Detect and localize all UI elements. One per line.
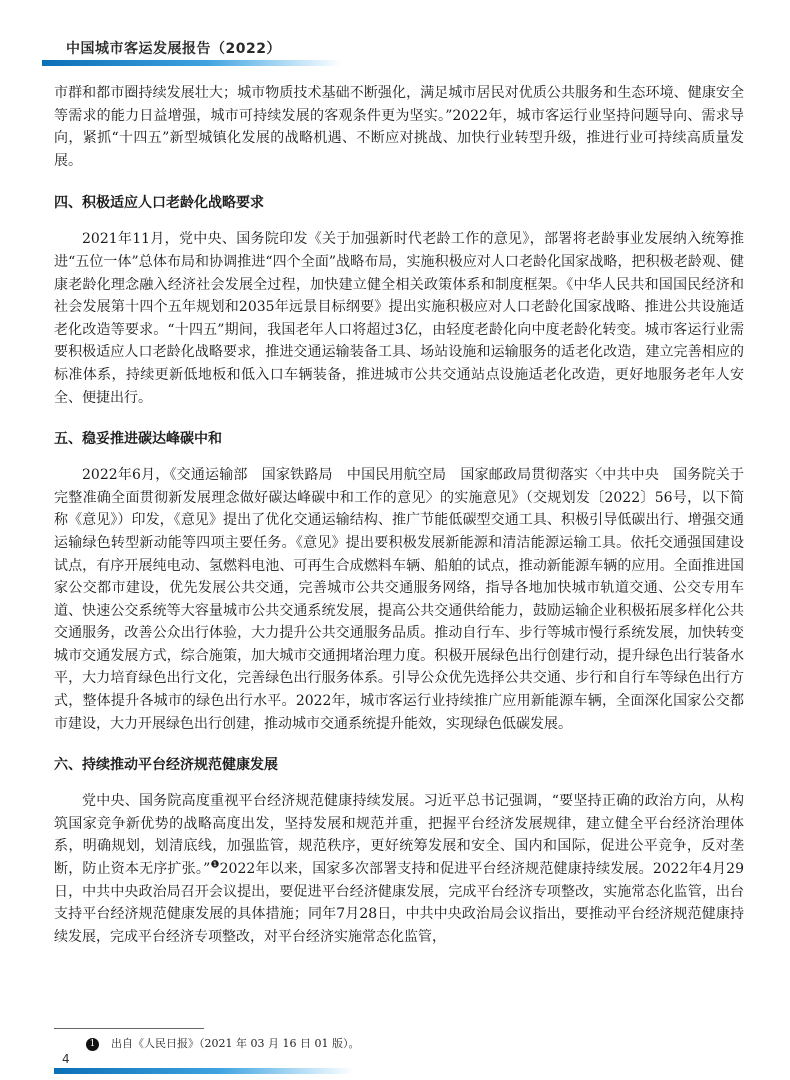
footnote-text: 出自《人民日报》（2021 年 03 月 16 日 01 版）。 [111, 1037, 360, 1050]
footnote-number: 1 [86, 1038, 99, 1051]
footnote [86, 1035, 359, 1051]
running-header [42, 38, 362, 68]
page-body [54, 82, 744, 948]
paragraph-continued: 市群和都市圈持续发展壮大；城市物质技术基础不断强化，满足城市居民对优质公共服务和生态环境、健康安全等需求的能力日益增强，城市可持续发展的客观条件更为坚实。”2022年，城市客运行业坚持问题导向、需求导向，紧抓“十四五”新型城镇化发展的战略机遇、不断应对挑战、加快行业转型升级，推进行业可持续高质量发展。 [54, 85, 744, 169]
footnote-divider [54, 1028, 204, 1029]
paragraph-platform-economy [54, 790, 744, 948]
footer-accent-bar [54, 1068, 354, 1074]
page-number: 4 [62, 1052, 70, 1066]
header-title: 中国城市客运发展报告（2022） [66, 41, 281, 57]
section-heading-4: 四、积极适应人口老龄化战略要求 [54, 195, 264, 212]
paragraph-aging: 2021年11月，党中央、国务院印发《关于加强新时代老龄工作的意见》，部署将老龄事业发展纳入统筹推进“五位一体”总体布局和协调推进“四个全面”战略布局，实施积极应对人口老龄化国家战略，把积极老龄观、健康老龄化理念融入经济社会发展全过程，加快建立健全相关政策体系和制度框架。《中华人民共和国国民经济和社会发展第十四个五年规划和2035年远景目标纲要》提出实施积极应对人口老龄化国家战略、推进公共设施适老化改造等要求。“十四五”期间，我国老年人口将超过3亿，由轻度老龄化向中度老龄化转变。城市客运行业需要积极适应人口老龄化战略要求，推进交通运输装备工具、场站设施和运输服务的适老化改造，建立完善相应的标准体系，持续更新低地板和低入口车辆装备，推进城市公共交通站点设施适老化改造，更好地服务老年人安全、便捷出行。 [54, 231, 744, 406]
section-heading-5: 五、稳妥推进碳达峰碳中和 [54, 431, 222, 448]
page-footer [54, 1052, 374, 1080]
paragraph-platform-part-1: 党中央、国务院高度重视平台经济规范健康持续发展。习近平总书记强调，“要坚持正确的政治方向，从构筑国家竞争新优势的战略高度出发，坚持发展和规范并重，把握平台经济发展规律，建立健全平台经济治理体系，明确规划，划清底线，加强监管，规范秩序，更好统筹发展和安全、国内和国际，促进公平竞争，反对垄断，防止资本无序扩张。” [54, 793, 744, 878]
paragraph-platform-part-2: 2022年以来，国家多次部署支持和促进平台经济规范健康持续发展。2022年4月29日，中共中央政治局召开会议提出，要促进平台经济健康发展，完成平台经济专项整改，实施常态化监管，出台支持平台经济规范健康发展的具体措施；同年7月28日，中共中央政治局会议指出，要推动平台经济规范健康持续发展，完成平台经济专项整改，对平台经济实施常态化监管， [54, 861, 744, 945]
header-accent-bar [42, 60, 342, 66]
paragraph-carbon: 2022年6月，《交通运输部 国家铁路局 中国民用航空局 国家邮政局贯彻落实〈中共中央 国务院关于完整准确全面贯彻新发展理念做好碳达峰碳中和工作的意见〉的实施意见》（交规划发〔2022〕56号，以下简称《意见》）印发，《意见》提出了优化交通运输结构、推广节能低碳型交通工具、积极引导低碳出行、增强交通运输绿色转型新动能等四项主要任务。《意见》提出要积极发展新能源和清洁能源运输工具。依托交通强国建设试点，有序开展纯电动、氢燃料电池、可再生合成燃料车辆、船舶的试点，推动新能源车辆的应用。全面推进国家公交都市建设，优先发展公共交通，完善城市公共交通服务网络，指导各地加快城市轨道交通、公交专用车道、快速公交系统等大容量城市公共交通系统发展，提高公共交通供给能力，鼓励运输企业积极拓展多样化公共交通服务，改善公众出行体验，大力提升公共交通服务品质。推动自行车、步行等城市慢行系统发展，加快转变城市交通发展方式，综合施策，加大城市交通拥堵治理力度。积极开展绿色出行创建行动，提升绿色出行装备水平，大力培育绿色出行文化，完善绿色出行服务体系。引导公众优先选择公共交通、步行和自行车等绿色出行方式，整体提升各城市的绿色出行水平。2022年，城市客运行业持续推广应用新能源车辆，全面深化国家公交都市建设，大力开展绿色出行创建，推动城市交通系统提升能效，实现绿色低碳发展。 [54, 467, 744, 732]
section-heading-6: 六、持续推动平台经济规范健康发展 [54, 757, 278, 774]
footnote-reference[interactable]: ❶ [210, 859, 220, 871]
